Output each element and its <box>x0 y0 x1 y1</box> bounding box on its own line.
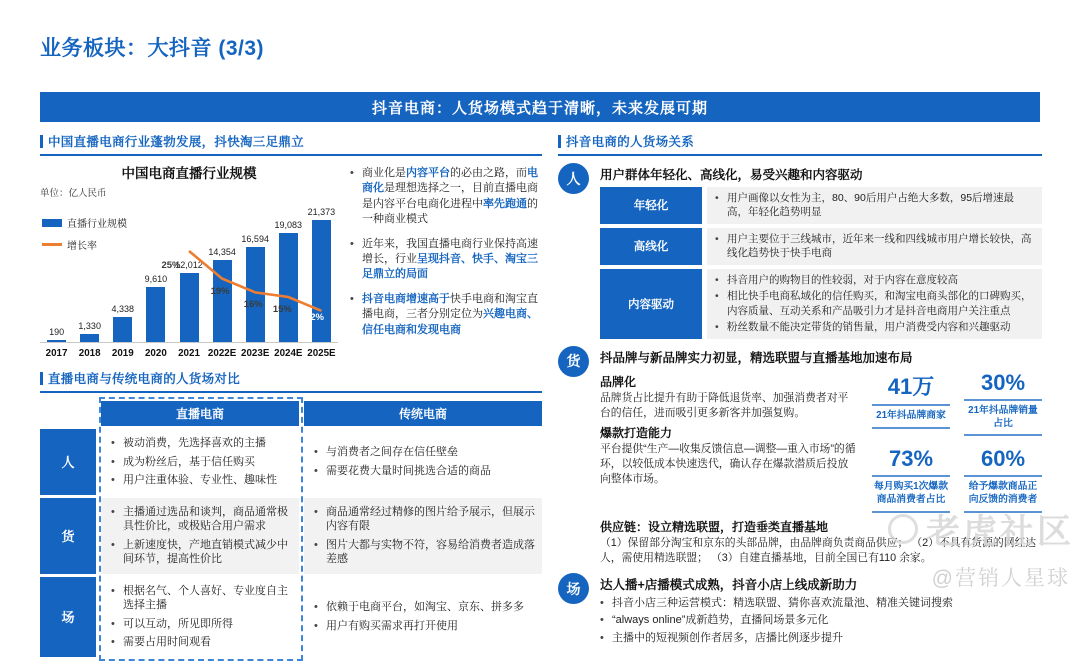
x-tick-label: 2017 <box>45 348 68 359</box>
right-column <box>558 132 1042 648</box>
x-tick-label: 2022E <box>207 348 237 359</box>
line-swatch-icon <box>42 243 62 246</box>
highlight-text: 兴趣电商、信任电商和发现电商 <box>362 308 538 336</box>
right-section-header <box>558 132 1042 156</box>
bullet-icon: • <box>314 619 318 632</box>
section-accent-bar <box>40 135 43 148</box>
banner-text: 抖音电商：人货场模式趋于清晰，未来发展可期 <box>371 99 708 117</box>
highlight-text: 抖音电商增速高于 <box>362 292 450 305</box>
row-label-goods: 货 <box>40 498 96 574</box>
bullet-icon: • <box>715 321 719 334</box>
tag-young-desc <box>707 187 1042 224</box>
chart-title: 中国电商直播行业规模 <box>121 166 257 181</box>
list-item-text: 可以互动，所见即所得 <box>123 617 233 630</box>
tag-young: 年轻化 <box>600 187 702 224</box>
stat-value: 73% <box>888 446 934 472</box>
list-item <box>600 596 1042 611</box>
list-item <box>111 473 293 488</box>
highlight-text: 电商化 <box>362 167 538 195</box>
plain-text: 近年来，我国直播电商行业保持高速增长，行业 <box>362 237 538 265</box>
plain-text: 是理想选择之一，目前直播电商是内容平台电商化进程中 <box>362 182 538 210</box>
list-item <box>715 320 1034 334</box>
venue-title: 达人播+店播模式成熟，抖音小店上线成新助力 <box>600 578 858 593</box>
bullet-icon: • <box>350 237 354 250</box>
bullet-icon: • <box>314 538 318 551</box>
bar-value-label: 14,354 <box>208 247 236 258</box>
list-item <box>111 635 293 650</box>
person-title: 用户群体年轻化、高线化，易受兴趣和内容驱动 <box>600 168 863 182</box>
list-item-text: 上新速度快，产地直销模式减少中间环节，提高性价比 <box>123 538 288 566</box>
highlight-text: 内容平台 <box>406 167 450 179</box>
left-section1-header <box>40 132 542 156</box>
list-item-text: 被动消费，先选择喜欢的主播 <box>123 437 266 449</box>
x-tick-label: 2020 <box>144 348 167 359</box>
table-header-trad: 传统电商 <box>304 401 542 426</box>
market-commentary <box>338 166 542 359</box>
bullet-icon: • <box>111 505 115 518</box>
list-item <box>715 289 1034 318</box>
list-item <box>111 436 293 451</box>
list-item-text: 需要花费大量时间挑选合适的商品 <box>326 464 491 477</box>
stat-monthly-buyers <box>872 446 950 512</box>
list-item-text: 商品通常经过精修的图片给予展示，但展示内容有限 <box>326 505 535 533</box>
bullet-icon: • <box>111 636 115 649</box>
stat-label: 21年抖品牌销量占比 <box>964 399 1042 436</box>
tag-row-highline <box>600 228 1042 265</box>
bullet-icon: • <box>600 597 604 610</box>
highlight-text: 呈现抖音、快手、淘宝三足鼎立的局面 <box>362 252 538 281</box>
commentary-bullet <box>350 237 542 283</box>
list-item-text: 根据名气、个人喜好、专业度自主选择主播 <box>123 584 288 612</box>
x-tick-label: 2025E <box>307 348 336 359</box>
row-label-person: 人 <box>40 429 96 495</box>
left-column <box>40 132 542 657</box>
bar-swatch-icon <box>42 219 62 227</box>
list-item <box>111 584 293 613</box>
tag-highline: 高线化 <box>600 228 702 265</box>
plain-text: 的一种商业模式 <box>362 197 538 226</box>
venue-icon: 场 <box>558 573 589 604</box>
growth-pct-label: 19% <box>210 285 230 297</box>
list-item <box>111 505 293 534</box>
list-item <box>314 505 536 534</box>
list-item-text: 主播中的短视频创作者居多，店播比例逐步提升 <box>612 631 843 644</box>
list-item-text: 抖音小店三种运营模式：精选联盟、猜你喜欢流量池、精准关键词搜索 <box>612 597 953 610</box>
list-item <box>111 538 293 567</box>
bar-value-label: 1,330 <box>78 321 101 332</box>
bar-value-label: 21,373 <box>307 207 336 217</box>
chart-row <box>40 162 542 359</box>
list-item-text: 需要占用时间观看 <box>123 636 211 649</box>
bullet-icon: • <box>715 273 719 286</box>
stat-merchants <box>872 370 950 436</box>
list-item <box>314 538 536 567</box>
plain-text: 商业化是 <box>362 167 406 179</box>
person-section <box>558 165 1042 339</box>
cell-venue-live <box>101 577 299 657</box>
list-item <box>111 617 293 632</box>
list-item-text: 用户有购买需求再打开使用 <box>326 619 458 632</box>
list-item <box>111 455 293 470</box>
list-item <box>314 600 536 615</box>
goods-text <box>600 370 856 513</box>
industry-scale-chart <box>40 162 338 359</box>
x-tick-label: 2018 <box>78 348 101 359</box>
bullet-icon: • <box>715 290 719 303</box>
bar-value-label: 12,012 <box>175 260 203 271</box>
tag-row-content <box>600 269 1042 339</box>
list-item-text: 图片大都与实物不符，容易给消费者造成落差感 <box>326 538 535 566</box>
goods-icon: 货 <box>558 346 589 377</box>
growth-pct-label: 12% <box>304 311 324 323</box>
left-section1-title: 中国直播电商行业蓬勃发展，抖快淘三足鼎立 <box>48 135 305 149</box>
stat-label: 21年抖品牌商家 <box>872 404 950 429</box>
list-item-text: 依赖于电商平台，如淘宝、京东、拼多多 <box>326 601 524 614</box>
legend-item-bars <box>42 215 127 230</box>
stat-label: 每月购买1次爆款商品消费者占比 <box>872 475 950 512</box>
bullet-icon: • <box>111 474 115 487</box>
chart-x-axis <box>40 348 338 359</box>
cell-person-trad <box>304 429 542 495</box>
chart-unit: 单位：亿人民币 <box>40 188 107 199</box>
bullet-icon: • <box>314 505 318 518</box>
commentary-text <box>362 292 542 338</box>
bullet-icon: • <box>111 584 115 597</box>
cell-person-live <box>101 429 299 495</box>
x-tick-label: 2023E <box>241 348 270 359</box>
bullet-icon: • <box>314 446 318 459</box>
supply-chain-block <box>600 518 1042 566</box>
supply-head: 供应链：设立精选联盟，打造垂类直播基地 <box>600 519 829 534</box>
stat-value: 60% <box>980 446 1026 472</box>
hit-product-body: 平台提供“生产—收集反馈信息—调整—重入市场”的循环，以较低成本快速迭代，确认存在爆款潜质后投放向整体市场。 <box>600 443 856 486</box>
list-item-text: 抖音用户的购物目的性较弱，对于内容在意度较高 <box>727 273 958 286</box>
goods-section <box>558 348 1042 566</box>
supply-body: （1）保留部分淘宝和京东的头部品牌，由品牌商负责商品供应； （2）不具有货源的网红达人，需使用精选联盟； （3）自建直播基地，目前全国已有110 余家。 <box>600 536 1037 564</box>
list-item-text: 用户主要位于三线城市，近年来一线和四线城市用户增长较快，高线化趋势快于快手电商 <box>727 232 1032 260</box>
list-item-text: 粉丝数量不能决定带货的销售量，用户消费受内容和兴趣驱动 <box>727 321 1011 334</box>
bullet-icon: • <box>350 292 354 305</box>
list-item <box>715 191 1034 220</box>
stat-sales-share <box>964 370 1042 436</box>
list-item-text: 相比快手电商私域化的信任购买，和淘宝电商头部化的口碑购买，内容质量、互动关系和产品吸引力才是抖音电商用户关注重点 <box>727 290 1032 317</box>
table-corner-cell <box>40 401 96 426</box>
legend-bar-label: 直播行业规模 <box>67 219 127 230</box>
stat-label: 给予爆款商品正向反馈的消费者 <box>964 475 1042 512</box>
list-item <box>600 613 1042 628</box>
list-item-text: “always online”成新趋势，直播间场景多元化 <box>612 614 829 627</box>
commentary-text <box>362 237 542 283</box>
banner <box>40 92 1040 122</box>
tag-highline-desc <box>707 228 1042 265</box>
bullet-icon: • <box>715 192 719 204</box>
bar-value-label: 16,594 <box>241 234 269 245</box>
branding-body: 品牌货占比提升有助于降低退货率、加强消费者对平台的信任，进而吸引更多新客并加强复购。 <box>600 391 849 419</box>
list-item <box>314 445 536 460</box>
person-icon: 人 <box>558 163 589 194</box>
list-item <box>715 273 1034 287</box>
list-item-text: 用户注重体验、专业性、趣味性 <box>123 474 277 487</box>
bullet-icon: • <box>111 455 115 468</box>
legend-line-label: 增长率 <box>67 241 97 252</box>
hit-product-head: 爆款打造能力 <box>600 426 673 441</box>
bullet-icon: • <box>350 167 354 179</box>
cell-venue-trad <box>304 577 542 657</box>
goods-stats <box>856 370 1042 513</box>
x-tick-label: 2019 <box>111 348 134 359</box>
chart-legend <box>42 215 127 252</box>
tag-content: 内容驱动 <box>600 269 702 339</box>
section-accent-bar <box>558 135 561 148</box>
bullet-icon: • <box>111 617 115 630</box>
cell-goods-trad <box>304 498 542 574</box>
stat-value: 30% <box>980 369 1026 395</box>
list-item-text: 与消费者之间存在信任壁垒 <box>326 446 458 459</box>
plain-text: 的必由之路，而 <box>450 167 527 179</box>
growth-pct-label: 25% <box>161 260 181 271</box>
stat-positive-feedback <box>964 446 1042 512</box>
growth-pct-label: 15% <box>272 304 292 315</box>
table-header-live: 直播电商 <box>101 401 299 426</box>
left-section2-header <box>40 369 542 393</box>
list-item-text: 成为粉丝后，基于信任购买 <box>123 455 255 468</box>
watermark-brand: 老虎社区 <box>926 513 1074 551</box>
list-item-text: 主播通过选品和谈判，商品通常极具性价比，或极贴合用户需求 <box>123 505 288 533</box>
commentary-text <box>362 166 542 228</box>
list-item <box>314 619 536 634</box>
growth-pct-label: 16% <box>243 299 263 311</box>
row-label-venue: 场 <box>40 577 96 657</box>
stat-value: 41万 <box>887 373 935 399</box>
venue-bullets <box>600 596 1042 646</box>
list-item <box>715 232 1034 261</box>
commentary-bullet <box>350 292 542 338</box>
comparison-table <box>40 401 542 657</box>
x-tick-label: 2024E <box>274 348 303 359</box>
tag-content-desc <box>707 269 1042 339</box>
right-section-title: 抖音电商的人货场关系 <box>566 135 695 149</box>
bar-value-label: 19,083 <box>274 220 303 231</box>
bullet-icon: • <box>314 464 318 477</box>
chart-area <box>40 201 338 359</box>
left-section2-title: 直播电商与传统电商的人货场对比 <box>48 372 241 386</box>
branding-head: 品牌化 <box>600 374 637 389</box>
bullet-icon: • <box>600 614 604 627</box>
bar-value-label: 9,610 <box>144 274 168 285</box>
x-tick-label: 2021 <box>178 348 200 359</box>
cell-goods-live <box>101 498 299 574</box>
page-title: 业务板块：大抖音 (3/3) <box>40 37 265 60</box>
bar-value-label: 4,338 <box>111 304 135 315</box>
list-item-text: 用户画像以女性为主，80、90后用户占绝大多数，95后增速最高，年轻化趋势明显 <box>727 192 1015 219</box>
tag-row-young <box>600 187 1042 224</box>
bar-value-label: 190 <box>49 327 65 337</box>
bullet-icon: • <box>111 437 115 449</box>
bullet-icon: • <box>715 232 719 245</box>
bullet-icon: • <box>600 631 604 644</box>
goods-body <box>600 370 1042 513</box>
plain-text: 快手电商和淘宝直播电商，三者分别定位为 <box>362 292 538 321</box>
legend-item-line <box>42 237 127 252</box>
section-accent-bar <box>40 372 43 385</box>
list-item <box>600 631 1042 646</box>
commentary-bullet <box>350 166 542 228</box>
bullet-icon: • <box>314 601 318 614</box>
venue-section <box>558 575 1042 646</box>
bullet-icon: • <box>111 538 115 551</box>
list-item <box>314 464 536 479</box>
highlight-text: 率先跑通 <box>483 197 527 210</box>
watermark-handle: @营销人星球 <box>931 567 1070 590</box>
goods-title: 抖品牌与新品牌实力初显，精选联盟与直播基地加速布局 <box>600 350 913 365</box>
